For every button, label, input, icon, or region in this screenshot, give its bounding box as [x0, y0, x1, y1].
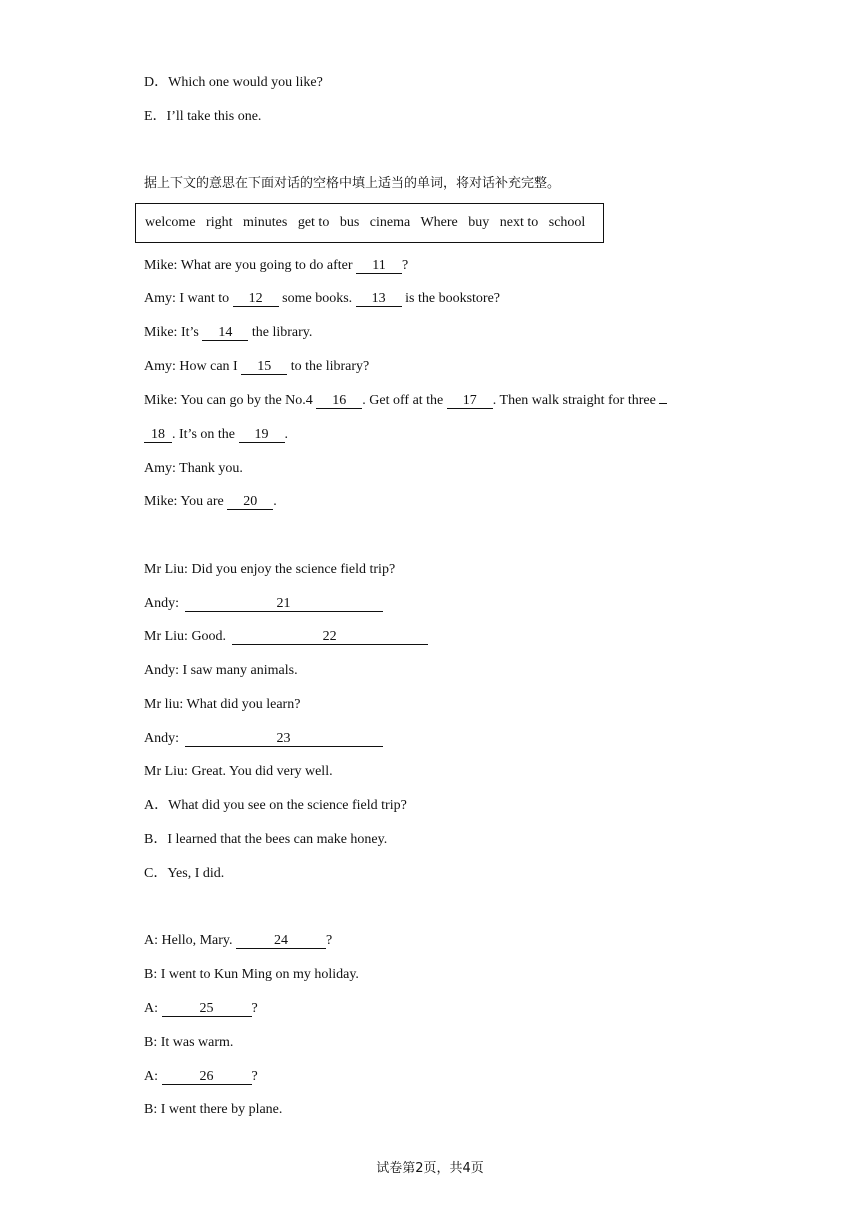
- dialogue-line: [144, 1068, 258, 1086]
- dialogue-line: B: I went there by plane.: [144, 1102, 283, 1117]
- dialogue-line: [144, 595, 383, 613]
- blank-19: 19: [239, 427, 285, 443]
- dialogue-text: to the library?: [287, 359, 370, 374]
- dialogue-line: [144, 392, 667, 410]
- page-footer: 试卷第2页，共4页: [376, 1161, 484, 1176]
- dialogue-text: ?: [251, 1069, 258, 1084]
- word-bank-item: school: [548, 215, 586, 230]
- word-bank-item: buy: [468, 215, 490, 230]
- word-bank: [135, 203, 604, 243]
- word-bank-item: Where: [420, 215, 458, 230]
- word-bank-item: cinema: [369, 215, 411, 230]
- dialogue-text: A: Hello, Mary.: [144, 933, 237, 948]
- blank-25: 25: [162, 1001, 252, 1017]
- dialogue-line: [144, 628, 428, 646]
- dialogue-text: Mike: You are: [144, 494, 228, 509]
- blank-22: 22: [232, 629, 428, 645]
- dialogue-text: some books.: [278, 291, 356, 306]
- dialogue-text: the library.: [248, 325, 313, 340]
- option-d: D．Which one would you like?: [144, 75, 323, 90]
- dialogue-line: Mr Liu: Great. You did very well.: [144, 764, 333, 779]
- dialogue-text: Andy:: [144, 596, 183, 611]
- dialogue-text: ?: [402, 258, 409, 273]
- option-b: B．I learned that the bees can make honey.: [144, 832, 388, 847]
- word-bank-item: welcome: [145, 215, 196, 230]
- dialogue-line: [144, 324, 312, 342]
- blank-13: 13: [356, 291, 402, 307]
- blank-23: 23: [185, 731, 383, 747]
- dialogue-text: A:: [144, 1069, 162, 1084]
- dialogue-line: [144, 730, 383, 748]
- dialogue-line: [144, 1000, 258, 1018]
- dialogue-text: . It’s on the: [172, 427, 239, 442]
- dialogue-text: A:: [144, 1001, 162, 1016]
- dialogue-text: Mike: You can go by the No.4: [144, 393, 317, 408]
- dialogue-text: ?: [251, 1001, 258, 1016]
- blank-12: 12: [233, 291, 279, 307]
- dialogue-text: Amy: I want to: [144, 291, 233, 306]
- blank-18: 18: [144, 427, 172, 443]
- dialogue-line: Mr Liu: Did you enjoy the science field trip?: [144, 562, 396, 577]
- dialogue-line: [144, 426, 288, 444]
- dialogue-text: Mr Liu: Good.: [144, 629, 230, 644]
- option-a: A．What did you see on the science field trip?: [144, 798, 407, 813]
- blank-20: 20: [227, 494, 273, 510]
- dialogue-text: Amy: How can I: [144, 359, 242, 374]
- dialogue-text: ?: [326, 933, 333, 948]
- dialogue-line: B: I went to Kun Ming on my holiday.: [144, 967, 359, 982]
- option-c: C．Yes, I did.: [144, 866, 225, 881]
- word-bank-item: bus: [339, 215, 360, 230]
- blank-18-start: [659, 403, 667, 404]
- dialogue-line: Andy: I saw many animals.: [144, 663, 298, 678]
- blank-11: 11: [356, 258, 402, 274]
- word-bank-item: minutes: [242, 215, 288, 230]
- blank-21: 21: [185, 596, 383, 612]
- option-e: E．I’ll take this one.: [144, 109, 262, 124]
- word-bank-item: next to: [499, 215, 539, 230]
- dialogue-line: [144, 932, 332, 950]
- blank-26: 26: [162, 1069, 252, 1085]
- dialogue-text: .: [284, 427, 288, 442]
- dialogue-line: [144, 257, 408, 275]
- blank-24: 24: [236, 933, 326, 949]
- dialogue-line: Mr liu: What did you learn?: [144, 697, 301, 712]
- dialogue-text: is the bookstore?: [401, 291, 501, 306]
- blank-14: 14: [202, 325, 248, 341]
- dialogue-line: [144, 290, 500, 308]
- blank-17: 17: [447, 393, 493, 409]
- blank-15: 15: [241, 359, 287, 375]
- fill-in-instruction: 据上下文的意思在下面对话的空格中填上适当的单词，将对话补充完整。: [144, 176, 561, 191]
- dialogue-text: Mike: What are you going to do after: [144, 258, 357, 273]
- dialogue-text: . Then walk straight for three: [492, 393, 660, 408]
- dialogue-line: [144, 358, 369, 376]
- dialogue-text: Mike: It’s: [144, 325, 203, 340]
- dialogue-line: [144, 493, 277, 511]
- word-bank-item: right: [206, 215, 233, 230]
- dialogue-line: B: It was warm.: [144, 1035, 234, 1050]
- blank-16: 16: [316, 393, 362, 409]
- dialogue-text: . Get off at the: [362, 393, 447, 408]
- word-bank-item: get to: [297, 215, 330, 230]
- dialogue-text: Andy:: [144, 731, 183, 746]
- dialogue-text: .: [273, 494, 277, 509]
- dialogue-line: Amy: Thank you.: [144, 461, 243, 476]
